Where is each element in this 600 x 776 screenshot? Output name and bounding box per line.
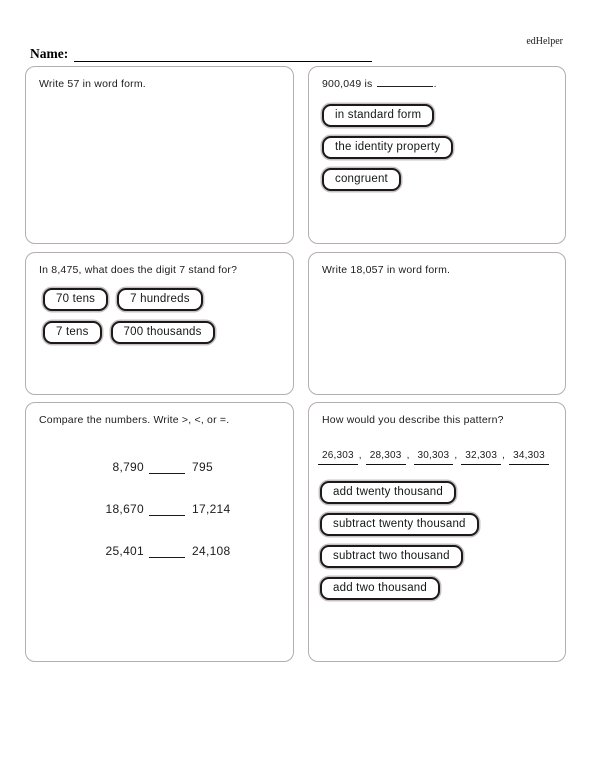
compare-left-number: 8,790 [112,460,144,474]
choice-pill-in-standard-form[interactable]: in standard form [322,104,434,127]
compare-right-number: 17,214 [192,502,231,516]
sequence-separator: , [406,450,410,461]
question-prompt: Write 18,057 in word form. [322,264,451,276]
sequence-number: 30,303 [414,450,454,465]
name-blank-line [74,46,372,62]
question-box-word-form-18057 [308,252,566,395]
choice-pill-70-tens[interactable]: 70 tens [43,288,108,311]
question-prompt [322,78,552,90]
prompt-suffix: . [433,78,437,90]
compare-left-number: 18,670 [105,502,144,516]
compare-answer-blank [149,461,185,474]
choice-pill-identity-property[interactable]: the identity property [322,136,453,159]
question-prompt: In 8,475, what does the digit 7 stand for? [39,264,238,276]
compare-right-number: 795 [192,460,213,474]
question-prompt: Write 57 in word form. [39,78,146,90]
name-row [30,46,372,62]
compare-row [39,502,280,516]
choice-row [43,288,280,311]
brand-text: edHelper [526,36,563,47]
sequence-number: 26,303 [318,450,358,465]
choice-pill-7-hundreds[interactable]: 7 hundreds [117,288,203,311]
compare-row [39,544,280,558]
question-box-900049 [308,66,566,244]
pattern-sequence [318,450,552,465]
compare-answer-blank [149,503,185,516]
choice-pill-7-tens[interactable]: 7 tens [43,321,102,344]
compare-rows [39,460,280,558]
choice-pill-700-thousands[interactable]: 700 thousands [111,321,215,344]
sequence-separator: , [358,450,362,461]
question-box-compare-numbers [25,402,294,662]
sequence-separator: , [454,450,458,461]
choice-pill-add-twenty-thousand[interactable]: add twenty thousand [320,481,456,504]
question-box-pattern [308,402,566,662]
choice-row [43,321,280,344]
question-box-digit-7 [25,252,294,395]
compare-row [39,460,280,474]
choice-list [322,104,552,191]
answer-blank [377,86,433,87]
sequence-number: 34,303 [509,450,549,465]
sequence-separator: , [502,450,506,461]
prompt-prefix: 900,049 is [322,78,373,90]
sequence-number: 32,303 [461,450,501,465]
name-label: Name: [30,46,69,61]
compare-answer-blank [149,545,185,558]
choice-pill-subtract-twenty-thousand[interactable]: subtract twenty thousand [320,513,479,536]
question-box-word-form-57 [25,66,294,244]
compare-left-number: 25,401 [105,544,144,558]
choice-pill-add-two-thousand[interactable]: add two thousand [320,577,440,600]
question-prompt: Compare the numbers. Write >, <, or =. [39,414,230,426]
sequence-number: 28,303 [366,450,406,465]
question-prompt: How would you describe this pattern? [322,414,504,426]
choice-pill-congruent[interactable]: congruent [322,168,401,191]
compare-right-number: 24,108 [192,544,231,558]
choice-pill-subtract-two-thousand[interactable]: subtract two thousand [320,545,463,568]
choice-list [320,481,552,600]
